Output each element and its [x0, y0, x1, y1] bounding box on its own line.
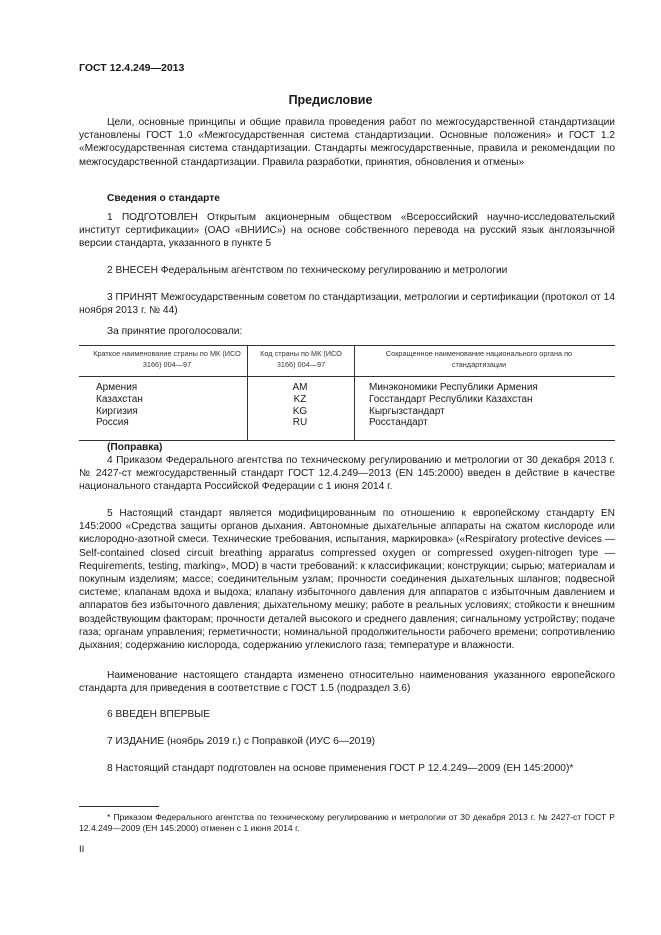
table-column-country: [96, 382, 143, 429]
table-cell: AM: [292, 382, 308, 393]
voted-label: За принятие проголосовали:: [107, 326, 243, 337]
table-cell: KZ: [293, 393, 307, 405]
info-heading: Сведения о стандарте: [107, 193, 220, 204]
table-cell: Армения: [96, 382, 138, 393]
page-number: II: [79, 844, 85, 855]
footnote: * Приказом Федерального агентства по техническому регулированию и метрологии от 30 декабря 2013 г. № 2427-ст ГОСТ Р 12.4.249—2009 (ЕН 145:2000) отменен с 1 июня 2014 г.: [79, 812, 615, 834]
table-divider: [354, 346, 355, 440]
item-6-paragraph: 6 ВВЕДЕН ВПЕРВЫЕ: [107, 709, 211, 720]
table-cell: RU: [292, 417, 308, 429]
item-5-name-paragraph: Наименование настоящего стандарта изменено относительно наименования указанного европейского стандарта для приведения в соответствие с ГОСТ 1.5 (подраздел 3.6): [79, 670, 615, 695]
amendment-label: (Поправка): [107, 442, 163, 453]
table-cell: Минэкономики Республики Армения: [369, 382, 538, 393]
item-2-paragraph: 2 ВНЕСЕН Федеральным агентством по техническому регулированию и метрологии: [107, 265, 508, 276]
item-7-paragraph: 7 ИЗДАНИЕ (ноябрь 2019 г.) с Поправкой (ИУС 6—2019): [107, 736, 376, 747]
table-header: [79, 346, 615, 377]
table-cell: Россия: [96, 417, 129, 429]
table-header-country: Краткое наименование страны по МК (ИСО 3166) 004—97: [93, 349, 241, 369]
intro-paragraph: Цели, основные принципы и общие правила проведения работ по межгосударственной стандартизации установлены ГОСТ 1.0 «Межгосударственная система стандартизации. Основные положения» и ГОСТ 1.2 «Межгосударственная система стандартизации. Стандарты межгосударственные, правила и рекомендации по межгосударственной стандартизации. Правила разработки, принятия, обновления и отмены»: [79, 117, 615, 168]
document-code-header: ГОСТ 12.4.249—2013: [79, 62, 185, 74]
item-1-paragraph: 1 ПОДГОТОВЛЕН Открытым акционерным обществом «Всероссийский научно-исследовательский институт сертификации» (ОАО «ВНИИС») на основе собственного перевода на русский язык англоязычной версии стандарта, указанного в пункте 5: [79, 212, 615, 250]
table-cell: Росстандарт: [369, 417, 428, 429]
table-header-body: Сокращенное наименование национального органа по стандартизации: [385, 349, 573, 369]
item-4-paragraph: 4 Приказом Федерального агентства по техническому регулированию и метрологии от 30 декабря 2013 г. № 2427-ст межгосударственный стандарт ГОСТ 12.4.249—2013 (EN 145:2000) введен в действие в качестве национального стандарта Российской Федерации с 1 июня 2014 г.: [79, 455, 615, 493]
table-cell: Госстандарт Республики Казахстан: [369, 393, 533, 405]
table-cell: Казахстан: [96, 393, 143, 405]
item-5-paragraph: 5 Настоящий стандарт является модифицированным по отношению к европейскому стандарту EN 145:2000 «Средства защиты органов дыхания. Автономные дыхательные аппараты на сжатом кислороде или кислородно-азотной смеси. Технические требования, испытания, маркировка» («Respiratory protective devices — Self-contained closed circuit breathing apparatus compressed oxygen or compressed oxygen-nitrogen type — Requirements, testing, marking», MOD) в части требований: к классификации; конструкции; сырью; материалам и покупным изделиям; массе; соединительным узлам; прочности соединения дыхательных шлангов; подвесной системе; клапанам вдоха и выдоха; клапану избыточного давления для аппаратов с избыточным давлением и аппаратов без избыточного давления; дыхательному мешку; работе в реальных условиях; стойкости к внешним воздействующим факторам; прочности деталей высокого и среднего давления; сигнальному устройству; подаче газа; органам управления; герметичности; номинальной продолжительности рабочего времени; сопротивлению дыхания; содержанию кислорода, содержанию углекислого газа; температуре и влажности.: [79, 508, 615, 652]
item-3-paragraph: 3 ПРИНЯТ Межгосударственным советом по стандартизации, метрологии и сертификации (протокол от 14 ноября 2013 г. № 44): [79, 292, 615, 317]
footnote-divider: [79, 806, 159, 807]
item-8-paragraph: 8 Настоящий стандарт подготовлен на основе применения ГОСТ Р 12.4.249—2009 (ЕН 145:2000)*: [107, 763, 574, 774]
table-column-body: [369, 382, 538, 429]
table-cell: Кыргызстандарт: [369, 405, 445, 417]
member-countries-table: [79, 345, 615, 441]
table-column-code: [265, 382, 335, 429]
table-cell: Киргизия: [96, 405, 138, 417]
table-divider: [247, 346, 248, 440]
page-title: Предисловие: [288, 93, 373, 107]
table-header-code: Код страны по МК (ИСО 3166) 004—97: [260, 349, 342, 369]
table-cell: KG: [292, 405, 308, 417]
